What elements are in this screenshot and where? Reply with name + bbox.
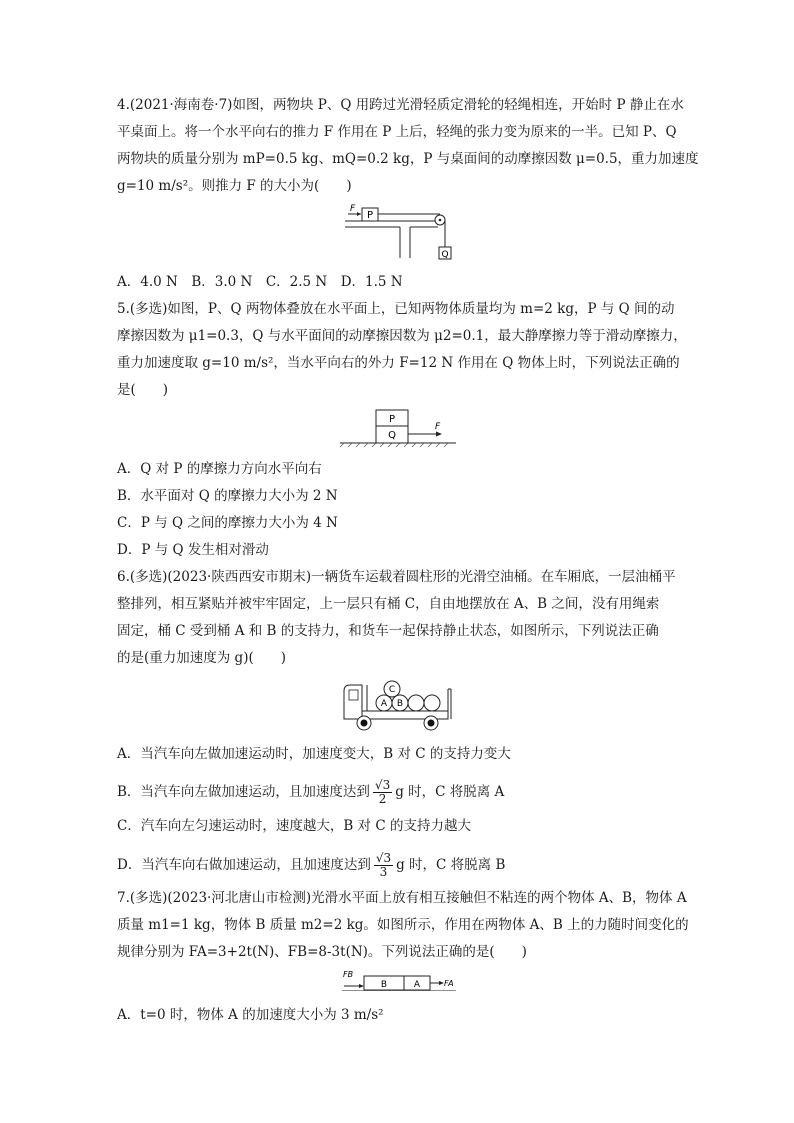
q6-line-3: 固定，桶 C 受到桶 A 和 B 的支持力，和货车一起保持静止状态，如图所示，下列说法正确	[117, 623, 659, 639]
q7-line-1: 7.(多选)(2023·河北唐山市检测)光滑水平面上放有相互接触但不粘连的两个物体 A、B，物体 A	[117, 890, 687, 906]
q7-option-a: A．t=0 时，物体 A 的加速度大小为 3 m/s²	[117, 1007, 384, 1023]
q6-option-b-fraction	[373, 779, 392, 806]
q7-line-2: 质量 m1=1 kg，物体 B 质量 m2=2 kg。如图所示，作用在两物体 A、B 上的力随时间变化的	[117, 917, 689, 933]
q6-option-d-fraction	[374, 852, 393, 879]
q5-line-3: 重力加速度取 g=10 m/s²，当水平向右的外力 F=12 N 作用在 Q 物体上时，下列说法正确的	[117, 355, 680, 371]
q6-option-b-text-end: g 时，C 将脱离 A	[395, 784, 505, 800]
q6-option-b	[117, 779, 677, 806]
q7-fig-FB: FB	[343, 970, 354, 979]
q6-option-b-text: B．当汽车向左做加速运动，且加速度达到	[117, 784, 370, 800]
q5-fig-Q: Q	[388, 430, 396, 441]
q6-line-1: 6.(多选)(2023·陕西西安市期末)一辆货车运载着圆柱形的光滑空油桶。在车厢底，一层油桶平	[117, 569, 676, 585]
q7-fig-FA: FA	[444, 979, 454, 988]
fraction-numerator: √3	[375, 851, 392, 865]
q4-fig-F: F	[350, 204, 356, 214]
q6-fig-A: A	[380, 699, 388, 709]
q4-fig-Q: Q	[441, 250, 449, 260]
q6-fig-C: C	[388, 685, 396, 695]
q6-option-c: C．汽车向左匀速运动时，速度越大，B 对 C 的支持力越大	[117, 818, 471, 834]
q5-fig-P: P	[388, 414, 396, 425]
q6-option-d-text: D．当汽车向右做加速运动，且加速度达到	[117, 857, 371, 873]
fraction-denominator: 3	[379, 865, 388, 879]
q6-line-4: 的是(重力加速度为 g)( )	[117, 650, 287, 666]
q6-figure	[340, 675, 458, 733]
q7-fig-A: A	[413, 980, 421, 990]
q6-line-2: 整排列，相互紧贴并被牢牢固定，上一层只有桶 C，自由地摆放在 A、B 之间，没有用绳索	[117, 596, 660, 612]
q6-fig-B: B	[396, 699, 404, 709]
q4-figure	[340, 203, 460, 263]
q5-option-b: B．水平面对 Q 的摩擦力大小为 2 N	[117, 488, 338, 504]
q6-option-d-text-end: g 时，C 将脱离 B	[396, 857, 506, 873]
q5-line-2: 摩擦因数为 μ1=0.3，Q 与水平面间的动摩擦因数为 μ2=0.1，最大静摩擦力等于滑动摩擦力，	[117, 328, 687, 344]
q5-option-c: C．P 与 Q 之间的摩擦力大小为 4 N	[117, 515, 338, 531]
q4-line-4: g=10 m/s²。则推力 F 的大小为( )	[117, 178, 352, 194]
q5-line-1: 5.(多选)如图，P、Q 两物体叠放在水平面上，已知两物体质量均为 m=2 kg，P 与 Q 间的动	[117, 301, 675, 317]
q4-line-2: 平桌面上。将一个水平向右的推力 F 作用在 P 上后，轻绳的张力变为原来的一半。已知 P、Q	[117, 124, 677, 140]
q4-line-3: 两物块的质量分别为 mP=0.5 kg、mQ=0.2 kg，P 与桌面间的动摩擦因数 μ=0.5，重力加速度	[117, 151, 699, 167]
q5-option-a: A．Q 对 P 的摩擦力方向水平向右	[117, 461, 322, 477]
q6-option-a: A．当汽车向左做加速运动时，加速度变大，B 对 C 的支持力变大	[117, 746, 511, 762]
q7-fig-B: B	[380, 980, 388, 990]
q5-figure	[336, 405, 466, 447]
q7-line-3: 规律分别为 FA=3+2t(N)、FB=8-3t(N)。下列说法正确的是( )	[117, 944, 527, 960]
q4-line-1: 4.(2021·海南卷·7)如图，两物块 P、Q 用跨过光滑轻质定滑轮的轻绳相连，开始时 P 静止在水	[117, 97, 684, 113]
fraction-denominator: 2	[378, 792, 387, 806]
q7-figure	[338, 966, 462, 992]
fraction-numerator: √3	[374, 778, 391, 792]
q5-line-4: 是( )	[117, 382, 169, 398]
q6-option-d	[117, 852, 677, 879]
q4-fig-P: P	[366, 210, 374, 221]
q5-option-d: D．P 与 Q 发生相对滑动	[117, 542, 269, 558]
q5-fig-F: F	[435, 422, 441, 432]
q4-options: A．4.0 N B．3.0 N C．2.5 N D．1.5 N	[117, 274, 403, 290]
